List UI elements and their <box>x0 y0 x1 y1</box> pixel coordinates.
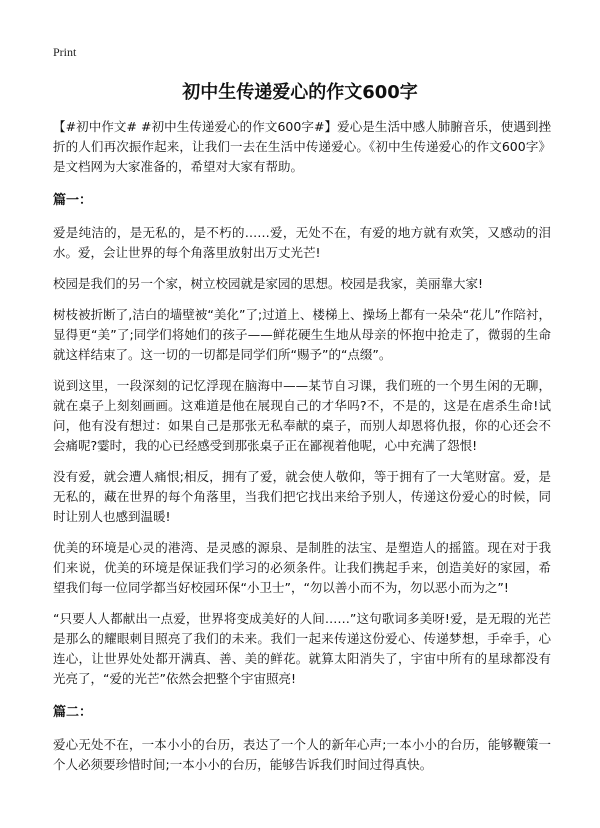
intro-paragraph: 【#初中作文# #初中生传递爱心的作文600字#】爱心是生活中感人肺腑音乐，使遇到挫折的人们再次振作起来，让我们一去在生活中传递爱心。《初中生传递爱心的作文600字》是文档网为大家准备的，希望对大家有帮助。 <box>53 119 551 174</box>
document-body <box>53 117 551 786</box>
section1-paragraph: “只要人人都献出一点爱，世界将变成美好的人间……”这句歌词多美呀!爱，是无瑕的光芒是那么的耀眼刺目照亮了我们的未来。我们一起来传递这份爱心、传递梦想，手牵手，心连心，让世界处处都开满真、善、美的鲜花。就算太阳消失了，宇宙中所有的星球都没有光亮了，“爱的光芒”依然会把整个宇宙照亮! <box>53 611 551 686</box>
print-link[interactable]: Print <box>53 45 77 59</box>
section1-paragraph: 优美的环境是心灵的港湾、是灵感的源泉、是制胜的法宝、是塑造人的摇篮。现在对于我们来说，优美的环境是保证我们学习的必须条件。让我们携起手来，创造美好的家园，希望我们每一位同学都当好校园环保“小卫士”，“勿以善小而不为，勿以恶小而为之”! <box>53 540 551 595</box>
section1-paragraph: 树枝被折断了,洁白的墙壁被“美化”了;过道上、楼梯上、操场上都有一朵朵“花儿”作陪衬，显得更“美”了;同学们将她们的孩子——鲜花硬生生地从母亲的怀抱中抢走了，微弱的生命就这样结束了。这一切的一切都是同学们所“赐予”的“点缀”。 <box>53 307 551 362</box>
section-heading-2: 篇二： <box>53 705 93 720</box>
section1-paragraph: 说到这里，一段深刻的记忆浮现在脑海中——某节自习课，我们班的一个男生闲的无聊，就在桌子上刻刻画画。这难道是他在展现自己的才华吗?不，不是的，这是在虐杀生命!试问，他有没有想过：如果自己是那张无私奉献的桌子，而别人却恩将仇报，你的心还会不会痛呢?霎时，我的心已经感受到那张桌子正在鄙视着他呢，心中充满了怨恨! <box>53 378 551 453</box>
section2-paragraph: 爱心无处不在，一本小小的台历，表达了一个人的新年心声;一本小小的台历，能够鞭策一个人必须要珍惜时间;一本小小的台历，能够告诉我们时间过得真快。 <box>53 737 551 772</box>
section1-paragraph: 没有爱，就会遭人痛恨;相反，拥有了爱，就会使人敬仰，等于拥有了一大笔财富。爱，是无私的，藏在世界的每个角落里，当我们把它找出来给予别人，传递这份爱心的时候，同时让别人也感到温暖! <box>53 469 551 524</box>
section1-paragraph: 爱是纯洁的，是无私的，是不朽的……爱，无处不在，有爱的地方就有欢笑，又感动的泪水。爱，会让世界的每个角落里放射出万丈光芒! <box>53 225 551 260</box>
section1-paragraph: 校园是我们的另一个家，树立校园就是家园的思想。校园是我家，美丽靠大家! <box>53 276 484 291</box>
document-title: 初中生传递爱心的作文600字 <box>182 82 418 103</box>
section-heading-1: 篇一： <box>53 193 93 208</box>
